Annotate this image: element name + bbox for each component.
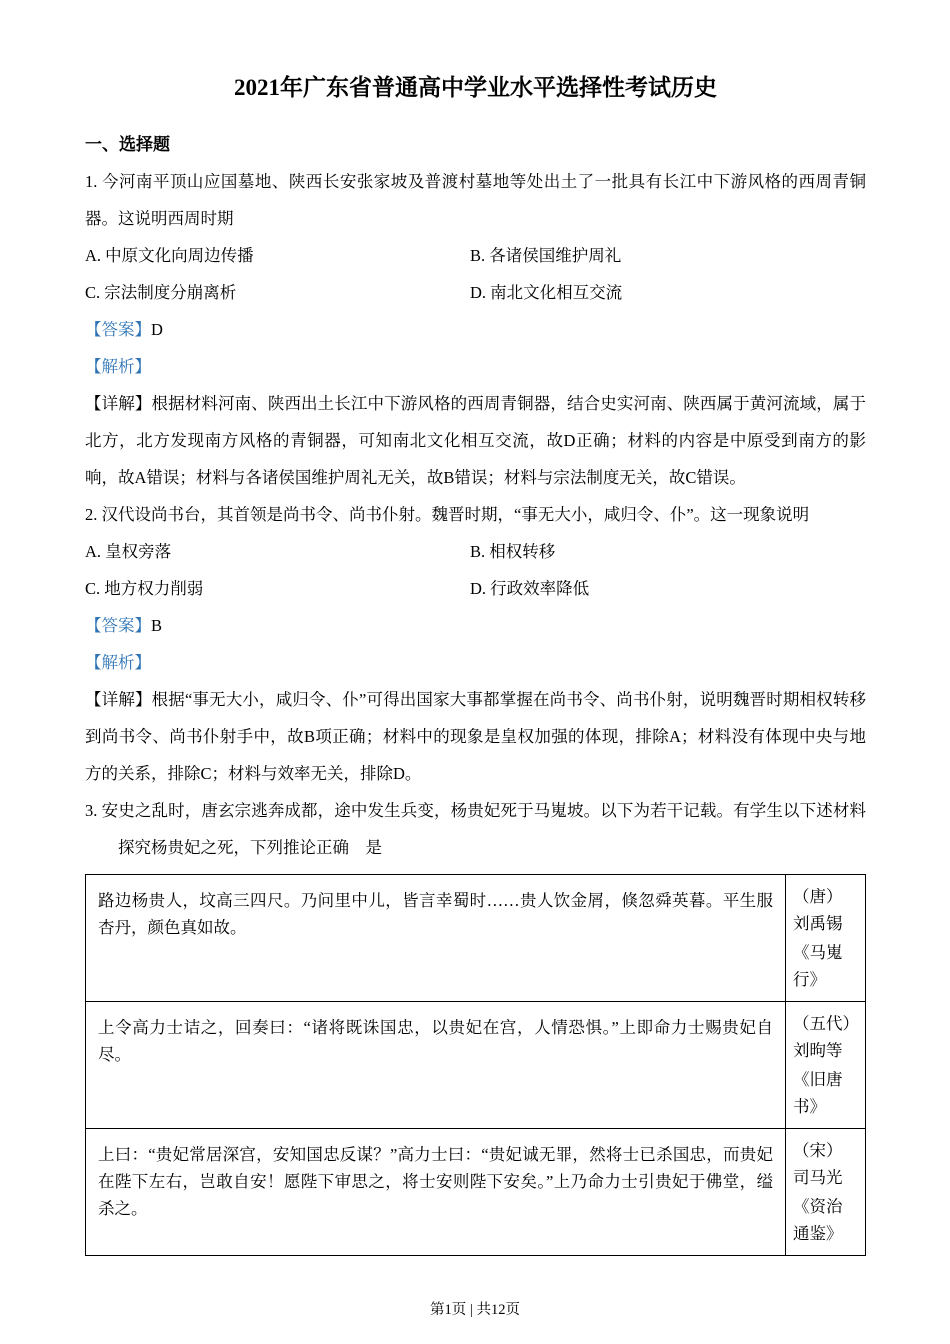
record-author: （唐）刘禹锡	[793, 887, 843, 933]
question-2-detail	[85, 681, 866, 792]
question-1-option-b: B. 各诸侯国维护周礼	[470, 246, 622, 265]
question-1-stem: 1. 今河南平顶山应国墓地、陕西长安张家坡及普渡村墓地等处出土了一批具有长江中下游风格的西周青铜器。这说明西周时期	[85, 172, 866, 228]
question-1	[85, 163, 866, 496]
question-1-options	[85, 237, 866, 311]
question-2-answer-line	[85, 607, 866, 644]
record-source	[786, 1129, 866, 1256]
question-2-option-d: D. 行政效率降低	[470, 579, 590, 598]
question-1-answer-value: D	[151, 320, 163, 339]
question-1-analysis-line	[85, 348, 866, 385]
answer-label: 【答案】	[85, 616, 151, 635]
record-work: 《旧唐书》	[793, 1070, 843, 1116]
analysis-label: 【解析】	[85, 653, 151, 672]
record-content: 上曰：“贵妃常居深宫，安知国忠反谋？”高力士曰：“贵妃诚无罪，然将士已杀国忠，而贵妃在陛下左右，岂敢自安！愿陛下审思之，将士安则陛下安矣。”上乃命力士引贵妃于佛堂，缢杀之。	[86, 1129, 786, 1256]
detail-label: 【详解】	[85, 690, 152, 709]
question-1-option-d: D. 南北文化相互交流	[470, 283, 623, 302]
question-1-option-c: C. 宗法制度分崩离析	[85, 283, 237, 302]
question-2-stem: 2. 汉代设尚书台，其首领是尚书令、尚书仆射。魏晋时期，“事无大小，咸归令、仆”。这一现象说明	[85, 505, 810, 524]
question-2-options	[85, 533, 866, 607]
record-source	[786, 1002, 866, 1129]
question-3	[85, 792, 866, 1256]
question-1-detail-text: 根据材料河南、陕西出土长江中下游风格的西周青铜器，结合史实河南、陕西属于黄河流域，属于北方，北方发现南方风格的青铜器，可知南北文化相互交流，故D正确；材料的内容是中原受到南方的影响，故A错误；材料与各诸侯国维护周礼无关，故B错误；材料与宗法制度无关，故C错误。	[85, 394, 867, 487]
table-row	[86, 1129, 866, 1256]
question-2-option-b: B. 相权转移	[470, 542, 556, 561]
page-title: 2021年广东省普通高中学业水平选择性考试历史	[234, 75, 717, 100]
sources-table	[85, 874, 866, 1256]
record-content: 路边杨贵人，坟高三四尺。乃问里中儿，皆言幸蜀时……贵人饮金屑，倏忽舜英暮。平生服杏丹，颜色真如故。	[86, 875, 786, 1002]
page-footer: 第1页 | 共12页	[430, 1302, 520, 1318]
table-row	[86, 1002, 866, 1129]
record-work: 《资治通鉴》	[793, 1197, 843, 1243]
question-1-answer-line	[85, 311, 866, 348]
question-2-option-a: A. 皇权旁落	[85, 542, 172, 561]
question-2-option-c: C. 地方权力削弱	[85, 579, 204, 598]
detail-label: 【详解】	[85, 394, 152, 413]
record-source	[786, 875, 866, 1002]
table-row	[86, 875, 866, 1002]
question-2-detail-text: 根据“事无大小，咸归令、仆”可得出国家大事都掌握在尚书令、尚书仆射，说明魏晋时期相权转移到尚书令、尚书仆射手中，故B项正确；材料中的现象是皇权加强的体现，排除A；材料没有体现中央与地方的关系，排除C；材料与效率无关，排除D。	[85, 690, 866, 783]
analysis-label: 【解析】	[85, 357, 151, 376]
section-heading: 一、选择题	[85, 135, 170, 154]
record-author: （宋）司马光	[793, 1141, 843, 1187]
question-2	[85, 496, 866, 792]
question-2-answer-value: B	[151, 616, 163, 635]
question-1-detail	[85, 385, 866, 496]
question-3-stem: 3. 安史之乱时，唐玄宗逃奔成都，途中发生兵变，杨贵妃死于马嵬坡。以下为若干记载。有学生以下述材料探究杨贵妃之死，下列推论正确 是	[85, 801, 866, 857]
answer-label: 【答案】	[85, 320, 151, 339]
record-author: （五代）刘昫等	[793, 1014, 851, 1060]
question-2-analysis-line	[85, 644, 866, 681]
record-work: 《马嵬行》	[793, 943, 843, 989]
question-1-option-a: A. 中原文化向周边传播	[85, 246, 254, 265]
record-content: 上令高力士诘之，回奏曰：“诸将既诛国忠，以贵妃在宫，人情恐惧。”上即命力士赐贵妃自尽。	[86, 1002, 786, 1129]
